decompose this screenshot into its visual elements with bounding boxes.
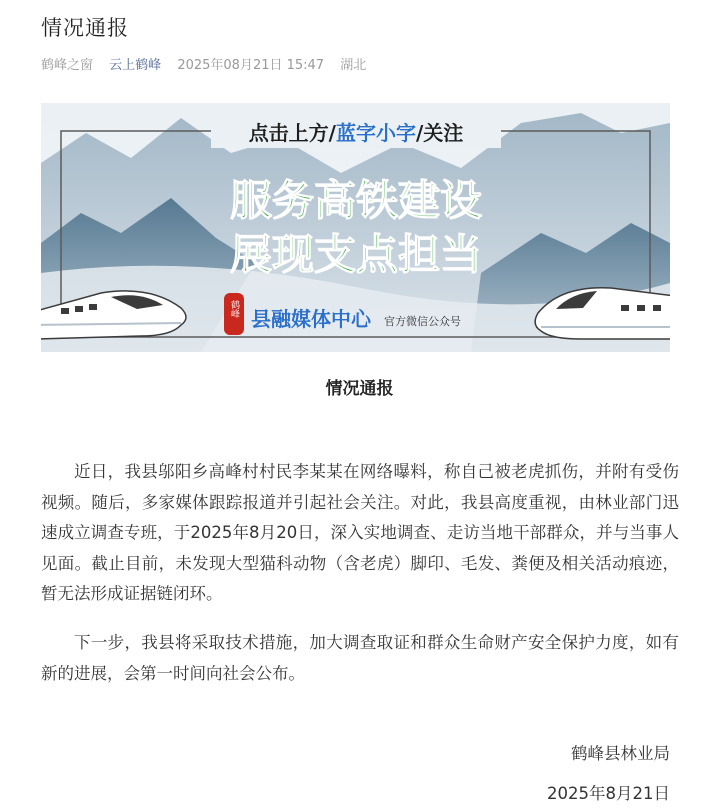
article-heading: 情况通报 (325, 379, 394, 399)
paragraph-2: 下一步，我县将采取技术措施，加大调查取证和群众生命财产安全保护力度，如有新的进展，会第一时间向社会公布。 (41, 633, 679, 683)
signature-org: 鹤峰县林业局 (571, 744, 670, 763)
meta-datetime: 2025年08月21日 15:47 (177, 58, 325, 73)
paragraph-1: 近日，我县邬阳乡高峰村村民李某某在网络曝料，称自己被老虎抓伤，并附有受伤视频。随后，多家媒体跟踪报道并引起社会关注。对此，我县高度重视，由林业部门迅速成立调查专班，于2025年8月20日，深入实地调查、走访当地干部群众，并与当事人见面。截止目前，未发现大型猫科动物（含老虎）脚印、毛发、粪便及相关活动痕迹，暂无法形成证据链闭环。 (41, 462, 679, 603)
banner-top-blue: 蓝字小字 (336, 121, 416, 145)
meta-account-link[interactable]: 云上鹤峰 (109, 58, 162, 73)
banner-slogan-line1: 服务高铁建设 (229, 176, 483, 225)
meta-location: 湖北 (340, 58, 367, 73)
banner-media-name: 县融媒体中心 (251, 307, 371, 331)
banner-slogan-line2: 展现支点担当 (229, 230, 483, 279)
banner-seal-text: 鹤峰 (229, 300, 239, 318)
banner-image (41, 103, 670, 352)
banner-top-suffix: /关注 (416, 121, 464, 145)
meta-channel: 鹤峰之窗 (41, 58, 94, 73)
banner-media-suffix: 官方微信公众号 (384, 315, 461, 328)
article-title: 情况通报 (41, 16, 129, 40)
article-meta (41, 54, 378, 73)
banner-top-prefix: 点击上方/ (248, 121, 336, 145)
signature-date: 2025年8月21日 (547, 784, 670, 803)
banner-top-label (249, 121, 464, 145)
